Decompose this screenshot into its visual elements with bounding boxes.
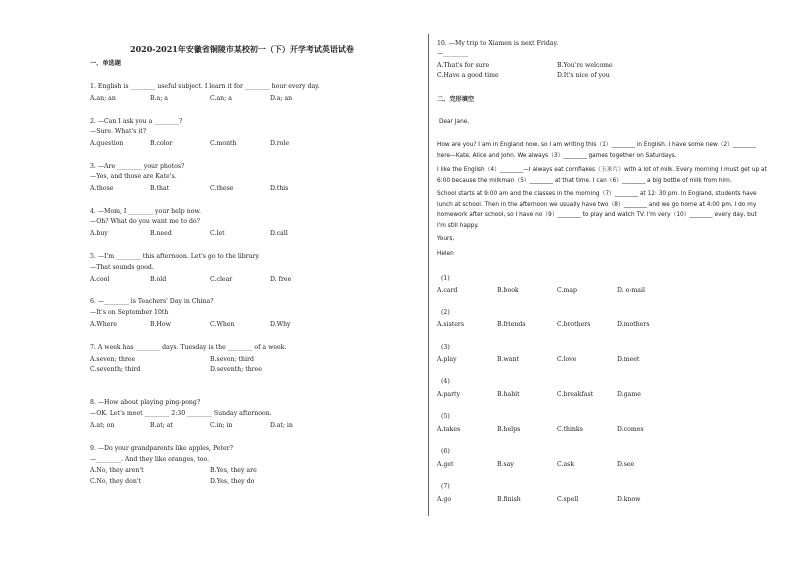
question-stem-line2: —________. And they like oranges, too. [90, 456, 210, 463]
option-b[interactable]: B.need [150, 230, 172, 237]
option-d[interactable]: D.role [270, 140, 290, 147]
option-c[interactable]: C.breakfast [557, 391, 594, 398]
option-b[interactable]: B.finish [497, 496, 521, 503]
option-d[interactable]: D.comes [617, 426, 644, 433]
question-stem: 7. A week has ________ days. Tuesday is the ________ of a week. [90, 344, 287, 351]
option-d[interactable]: D.It's nice of you [557, 72, 610, 79]
cloze-number: (2) [441, 309, 450, 316]
option-b[interactable]: B.say [497, 461, 514, 468]
cloze-number: (1) [441, 275, 450, 282]
letter-greeting: Dear Jane, [439, 119, 470, 125]
option-c[interactable]: C.let [210, 230, 225, 237]
option-d[interactable]: D.seventh; three [210, 366, 262, 373]
option-a[interactable]: A.card [437, 287, 458, 294]
option-a[interactable]: A.those [90, 185, 114, 192]
option-d[interactable]: D.know [617, 496, 641, 503]
question-stem-line2: —Oh? What do you want me to do? [90, 218, 200, 225]
option-a[interactable]: A.No, they aren't [90, 467, 144, 474]
option-b[interactable]: B.at; at [150, 422, 173, 429]
option-c[interactable]: C.in; in [210, 422, 233, 429]
question-stem: 2. —Can I ask you a ________? [90, 118, 183, 125]
section-heading: 二、完形填空 [437, 96, 475, 103]
option-a[interactable]: A.seven; three [90, 356, 136, 363]
option-d[interactable]: D.this [270, 185, 289, 192]
option-c[interactable]: C.brothers [557, 321, 591, 328]
question-stem-line2: —Sure. What's it? [90, 128, 147, 135]
option-b[interactable]: B.old [150, 276, 167, 283]
page-title: 2020-2021年安徽省铜陵市某校初一（下）开学考试英语试卷 [130, 44, 354, 54]
option-a[interactable]: A.sisters [437, 321, 465, 328]
option-d[interactable]: D.Yes, they do [210, 478, 255, 485]
option-a[interactable]: A.buy [90, 230, 108, 237]
option-c[interactable]: C.clear [210, 276, 233, 283]
option-c[interactable]: C.an; a [210, 95, 232, 102]
option-a[interactable]: A.go [437, 496, 452, 503]
option-d[interactable]: D.Why [270, 321, 291, 328]
question-stem: 1. English is ________ useful subject. I learn it for ________ hour every day. [90, 83, 320, 90]
option-c[interactable]: C.When [210, 321, 235, 328]
option-a[interactable]: A.get [437, 461, 454, 468]
option-a[interactable]: A.an; an [90, 95, 116, 102]
letter-signature: Helen [437, 251, 454, 257]
cloze-number: (3) [441, 344, 450, 351]
option-d[interactable]: D.a; an [270, 95, 293, 102]
letter-paragraph-3: School starts at 9:00 am and the classes in the morning（7）________ at 12: 30 pm. In England, students have lunch at school. Then in the afternoon we usually have two（8）________ and we go home at 4:00 pm. I do my homework after school, so I have no（9）________ to play and watch TV. I'm very（10）________ every day, but I'm still happy. [437, 191, 757, 229]
option-c[interactable]: C.thinks [557, 426, 583, 433]
option-b[interactable]: B.helps [497, 426, 521, 433]
letter-closing: Yours, [437, 236, 455, 242]
option-d[interactable]: D. e-mail [617, 287, 645, 294]
option-c[interactable]: C.these [210, 185, 234, 192]
section-heading: 一、单选题 [90, 60, 121, 67]
option-b[interactable]: B.habit [497, 391, 520, 398]
option-b[interactable]: B.seven; third [210, 356, 254, 363]
option-a[interactable]: A.cool [90, 276, 110, 283]
option-a[interactable]: A.takes [437, 426, 461, 433]
question-stem: 4. —Mom, I ________ your help now. [90, 208, 201, 215]
question-stem: 3. —Are ________ your photos? [90, 163, 185, 170]
option-c[interactable]: C.seventh; third [90, 366, 141, 373]
option-b[interactable]: B.that [150, 185, 170, 192]
question-stem-line2: —It's on September 10th [90, 309, 169, 316]
option-b[interactable]: B.color [150, 140, 173, 147]
question-stem: 10. —My trip to Xiamen is next Friday. [437, 40, 559, 47]
option-b[interactable]: B.friends [497, 321, 526, 328]
option-d[interactable]: D.see [617, 461, 635, 468]
letter-paragraph-2: I like the English（4）________—I always eat cornflakes（玉米片）with a lot of milk. Every morning I must get up at 6:00 because the milkman（5）________ at that time. I can（6）________ a big bottle of milk from him. [437, 167, 767, 184]
question-stem-line2: —________ [437, 50, 468, 57]
option-a[interactable]: A.play [437, 356, 457, 363]
option-a[interactable]: A.party [437, 391, 461, 398]
option-a[interactable]: A.That's for sure [437, 62, 490, 69]
option-a[interactable]: A.question [90, 140, 124, 147]
option-c[interactable]: C.No, they don't [90, 478, 142, 485]
question-stem: 9. —Do your grandparents like apples, Peter? [90, 445, 233, 452]
option-b[interactable]: B.Yes, they are [210, 467, 257, 474]
option-a[interactable]: A.Where [90, 321, 118, 328]
question-stem: 8. —How about playing ping-pong? [90, 399, 201, 406]
column-divider [428, 34, 429, 516]
cloze-number: (7) [441, 483, 450, 490]
question-stem: 5. —I'm ________ this afternoon. Let's go to the library. [90, 253, 260, 260]
option-d[interactable]: D.at; in [270, 422, 293, 429]
option-b[interactable]: B.want [497, 356, 519, 363]
cloze-number: (6) [441, 448, 450, 455]
question-stem-line2: —That sounds good. [90, 264, 154, 271]
option-b[interactable]: B.a; a [150, 95, 168, 102]
option-c[interactable]: C.love [557, 356, 577, 363]
option-c[interactable]: C.spell [557, 496, 579, 503]
option-c[interactable]: C.month [210, 140, 237, 147]
cloze-number: (4) [441, 378, 450, 385]
option-a[interactable]: A.at; on [90, 422, 115, 429]
option-d[interactable]: D. free [270, 276, 292, 283]
option-d[interactable]: D.meet [617, 356, 640, 363]
option-d[interactable]: D.mothers [617, 321, 650, 328]
option-d[interactable]: D.game [617, 391, 641, 398]
option-b[interactable]: B.How [150, 321, 171, 328]
option-c[interactable]: C.Have a good time [437, 72, 499, 79]
option-b[interactable]: B.book [497, 287, 519, 294]
question-stem-line2: —OK. Let's meet ________ 2:30 ________ Sunday afternoon. [90, 410, 272, 417]
option-d[interactable]: D.call [270, 230, 288, 237]
cloze-number: (5) [441, 413, 450, 420]
letter-paragraph-1: How are you? I am in England now, so I am writing this（1）________ in English. I have some new（2）________ here—Kate, Alice and John. We always（3）________ games together on Saturdays. [437, 142, 757, 159]
question-stem: 6. —________ is Teachers' Day in China? [90, 298, 214, 305]
option-c[interactable]: C.map [557, 287, 577, 294]
question-stem-line2: —Yes, and those are Kate's. [90, 173, 177, 180]
option-c[interactable]: C.ask [557, 461, 575, 468]
option-b[interactable]: B.You're welcome [557, 62, 613, 69]
